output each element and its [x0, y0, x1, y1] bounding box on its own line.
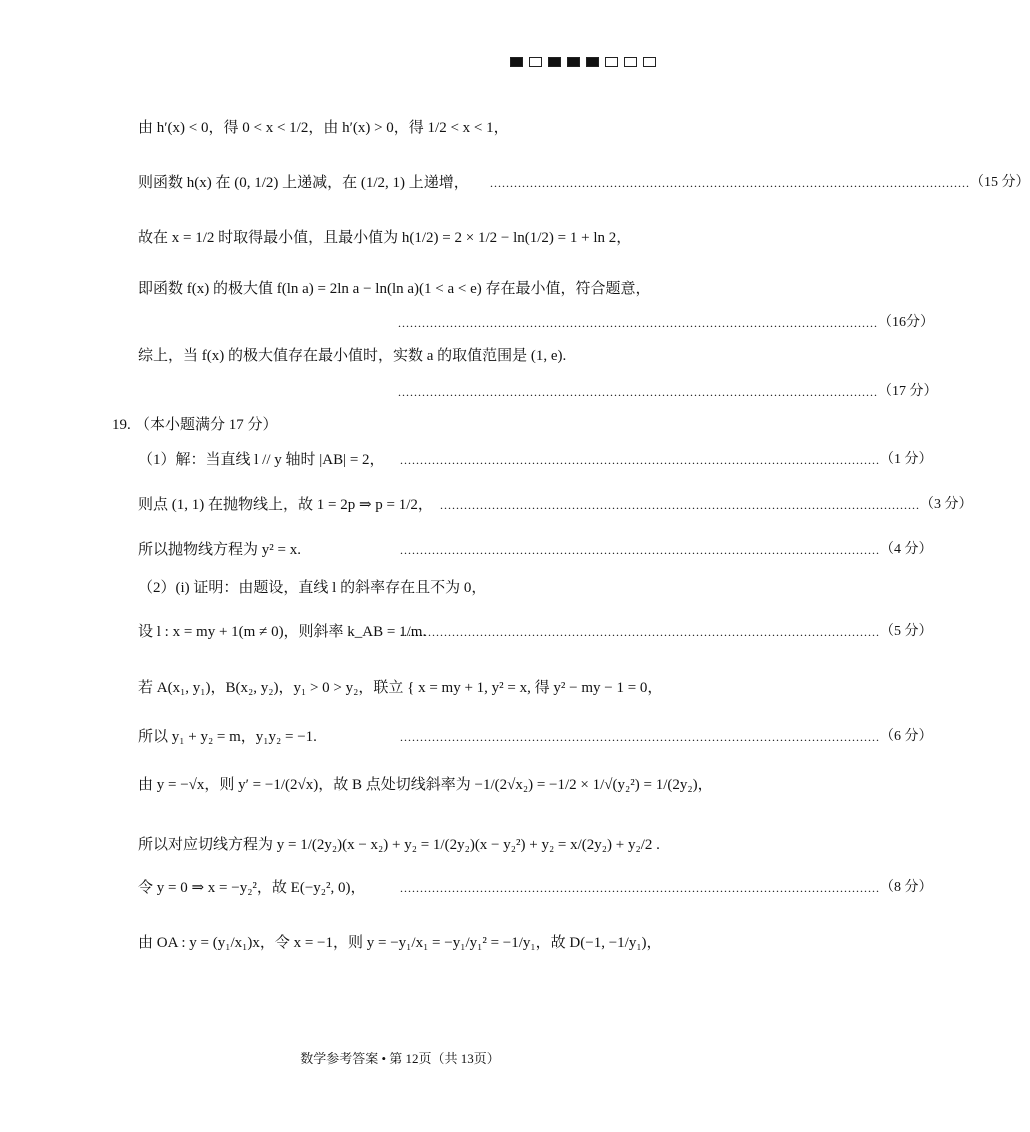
score-marker — [400, 450, 933, 470]
dot-leader: ........................................................................................................................ — [440, 498, 920, 512]
mark-filled — [548, 57, 561, 67]
question-number: 19. — [112, 417, 131, 433]
dot-leader: ........................................................................................................................ — [490, 176, 970, 190]
score-marker — [400, 878, 933, 898]
answer-line: 由 h′(x) < 0，得 0 < x < 1/2，由 h′(x) > 0，得 1/2 < x < 1， — [138, 120, 509, 136]
score-marker — [400, 540, 933, 560]
score-label: （8 分） — [880, 880, 933, 895]
page-marks — [510, 57, 656, 67]
answer-line: 由 y = −√x，则 y′ = −1/(2√x)，故 B 点处切线斜率为 −1/(2√x₂) = −1/2 × 1/√(y₂²) = 1/(2y₂)， — [138, 777, 713, 793]
answer-line: （本小题满分 17 分） — [135, 417, 278, 433]
answer-line: 所以抛物线方程为 y² = x. — [138, 542, 301, 558]
answer-line: 则函数 h(x) 在 (0, 1/2) 上递减，在 (1/2, 1) 上递增， — [138, 175, 469, 191]
answer-line: 由 OA : y = (y₁/x₁)x，令 x = −1，则 y = −y₁/x₁ = −y₁/y₁² = −1/y₁，故 D(−1, −1/y₁)， — [138, 935, 662, 951]
mark-empty — [624, 57, 637, 67]
mark-filled — [586, 57, 599, 67]
answer-line: 设 l : x = my + 1(m ≠ 0)，则斜率 k_AB = 1/m. — [138, 624, 427, 640]
score-label: （3 分） — [920, 497, 973, 512]
score-marker — [400, 727, 933, 747]
mark-empty — [529, 57, 542, 67]
score-label: （17 分） — [878, 384, 938, 399]
mark-filled — [510, 57, 523, 67]
answer-line: （2）(i) 证明：由题设，直线 l 的斜率存在且不为 0， — [138, 580, 487, 596]
mark-empty — [643, 57, 656, 67]
score-marker — [440, 495, 973, 515]
dot-leader: ........................................................................................................................ — [400, 543, 880, 557]
answer-line: 故在 x = 1/2 时取得最小值，且最小值为 h(1/2) = 2 × 1/2 − ln(1/2) = 1 + ln 2， — [138, 230, 632, 246]
score-marker — [398, 313, 934, 333]
dot-leader: ........................................................................................................................ — [398, 316, 878, 330]
score-label: （5 分） — [880, 624, 933, 639]
mark-empty — [605, 57, 618, 67]
answer-line: （1）解：当直线 l // y 轴时 |AB| = 2， — [138, 452, 385, 468]
answer-line: 即函数 f(x) 的极大值 f(ln a) = 2ln a − ln(ln a)(1 < a < e) 存在最小值，符合题意， — [138, 281, 651, 297]
answer-line: 则点 (1, 1) 在抛物线上，故 1 = 2p ⇒ p = 1/2， — [138, 497, 433, 513]
answer-line: 综上，当 f(x) 的极大值存在最小值时，实数 a 的取值范围是 (1, e). — [138, 348, 567, 364]
dot-leader: ........................................................................................................................ — [400, 625, 880, 639]
answer-line: 所以对应切线方程为 y = 1/(2y₂)(x − x₂) + y₂ = 1/(2y₂)(x − y₂²) + y₂ = x/(2y₂) + y₂/2 . — [138, 837, 660, 853]
dot-leader: ........................................................................................................................ — [400, 453, 880, 467]
score-label: （4 分） — [880, 542, 933, 557]
dot-leader: ........................................................................................................................ — [398, 385, 878, 399]
mark-filled — [567, 57, 580, 67]
score-label: （1 分） — [880, 452, 933, 467]
dot-leader: ........................................................................................................................ — [400, 730, 880, 744]
page-footer: 数学参考答案 • 第 12页（共 13页） — [300, 1051, 500, 1066]
score-marker — [398, 382, 938, 402]
answer-line: 若 A(x₁, y₁)，B(x₂, y₂)，y₁ > 0 > y₂，联立 { x = my + 1, y² = x, 得 y² − my − 1 = 0， — [138, 680, 663, 696]
score-label: （6 分） — [880, 729, 933, 744]
dot-leader: ........................................................................................................................ — [400, 881, 880, 895]
score-marker — [490, 173, 1030, 193]
score-marker — [400, 622, 933, 642]
answer-line: 所以 y₁ + y₂ = m，y₁y₂ = −1. — [138, 729, 317, 745]
score-label: （15 分） — [970, 175, 1030, 190]
answer-line: 令 y = 0 ⇒ x = −y₂²，故 E(−y₂², 0)， — [138, 880, 366, 896]
score-label: （16分） — [878, 315, 934, 330]
